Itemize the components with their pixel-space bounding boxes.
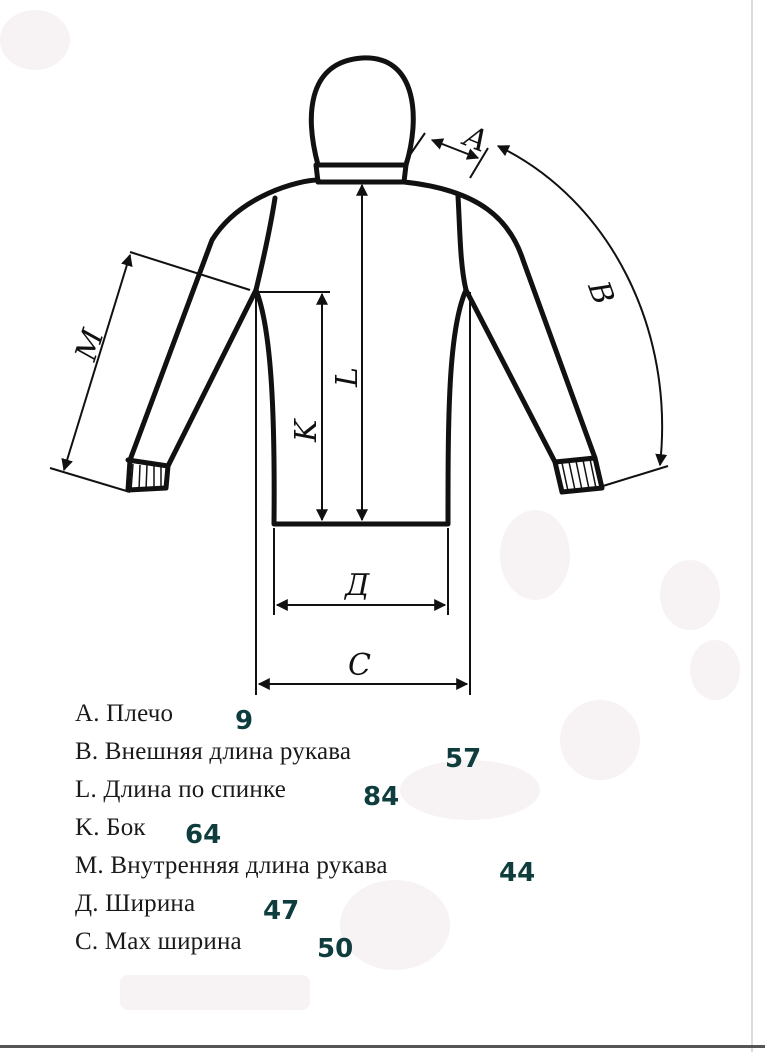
paper-blot (560, 700, 640, 780)
legend-label: B. Внешняя длина рукава (75, 738, 352, 765)
legend-label: Д. Ширина (75, 890, 196, 917)
legend-label: L. Длина по спинке (75, 776, 286, 803)
paper-blot (340, 880, 450, 970)
right-cuff-seam (555, 458, 595, 462)
dim-b-extension (603, 466, 668, 486)
legend-label: C. Мах ширина (75, 928, 242, 955)
dim-letter-c: C (348, 648, 371, 683)
collar-outline (316, 165, 406, 182)
dim-m-extension (50, 468, 130, 492)
legend-value: 64 (185, 820, 222, 850)
body-outline (128, 180, 602, 524)
dim-letter-b: B (580, 276, 621, 310)
legend-label: A. Плечо (75, 700, 174, 727)
legend-value: 47 (263, 896, 300, 926)
left-cuff-seam (128, 460, 168, 466)
paper-edge-bottom (0, 1045, 765, 1048)
left-armhole-seam (256, 198, 275, 290)
legend-value: 9 (235, 706, 254, 736)
dim-m-extension (130, 252, 250, 290)
right-armhole-seam (458, 196, 466, 290)
legend-value: 57 (445, 744, 482, 774)
legend-label: K. Бок (75, 814, 146, 841)
sweater-outline (128, 58, 602, 524)
dim-letter-d: Д (345, 568, 370, 603)
hood-outline (311, 58, 413, 165)
legend-value: 50 (317, 934, 354, 964)
dim-letter-a: A (459, 119, 493, 160)
dim-letter-k: K (289, 419, 324, 442)
paper-blot (120, 975, 310, 1010)
legend-label: M. Внутренняя длина рукава (75, 852, 388, 879)
dim-letter-m: M (68, 325, 112, 366)
legend-value: 44 (499, 858, 536, 888)
dim-letter-l: L (330, 367, 365, 387)
dimension-lines (50, 133, 668, 695)
cuff-ribbing (131, 459, 596, 491)
legend-value: 84 (363, 782, 400, 812)
